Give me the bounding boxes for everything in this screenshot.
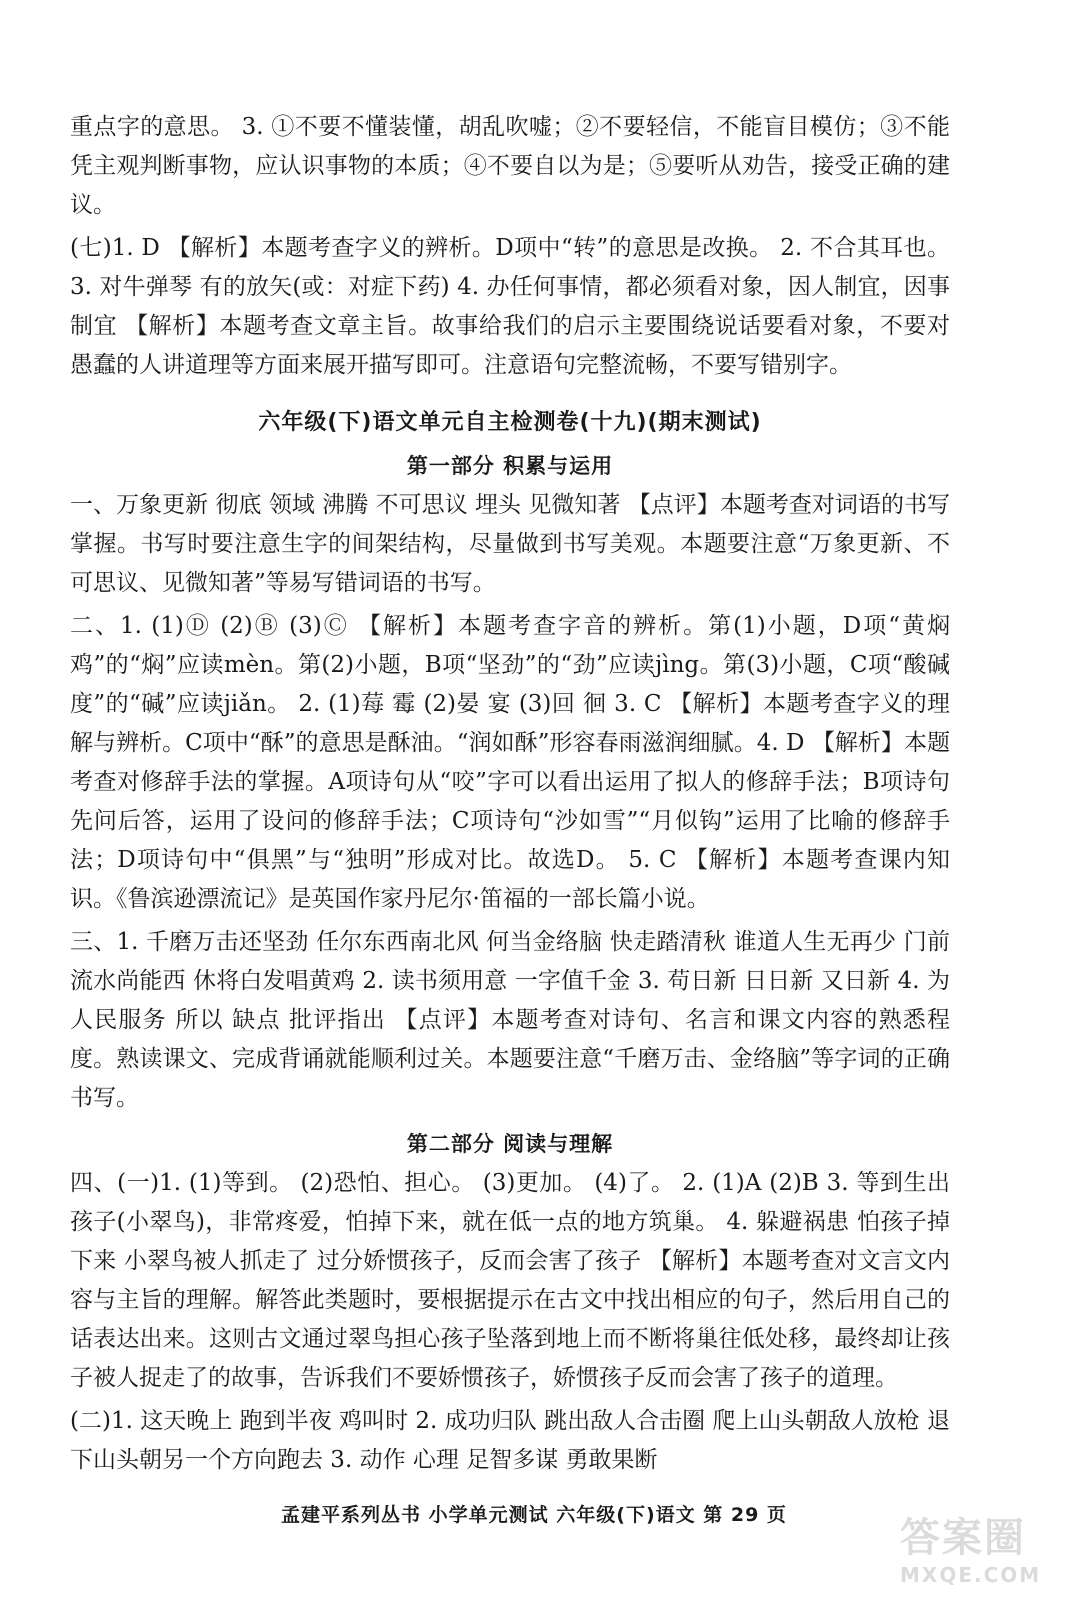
page-footer: 孟建平系列丛书 小学单元测试 六年级(下)语文 第 29 页 <box>281 1504 787 1526</box>
answer-paragraph-7: (七)1. D 【解析】本题考查字义的辨析。D项中“转”的意思是改换。 2. 不合其耳也。 3. 对牛弹琴 有的放矢(或：对症下药) 4. 办任何事情，都必须看对象，因人制宜，因事制宜 【解析】本题考查文章主旨。故事给我们的启示主要围绕说话要看对象，不要对愚蠢的人讲道理等方面来展开描写即可。注意语句完整流畅，不要写错别字。 <box>70 235 950 378</box>
answer-question-4-2: (二)1. 这天晚上 跑到半夜 鸡叫时 2. 成功归队 跳出敌人合击圈 爬上山头朝敌人放枪 退下山头朝另一个方向跑去 3. 动作 心理 足智多谋 勇敢果断 <box>70 1408 950 1473</box>
answer-question-1: 一、万象更新 彻底 领域 沸腾 不可思议 埋头 见微知著 【点评】本题考查对词语的书写掌握。书写时要注意生字的间架结构，尽量做到书写美观。本题要注意“万象更新、不可思议、见微知著”等易写错词语的书写。 <box>70 492 950 596</box>
answer-paragraph-continued: 重点字的意思。 3. ①不要不懂装懂，胡乱吹嘘；②不要轻信，不能盲目模仿；③不能凭主观判断事物，应认识事物的本质；④不要自以为是；⑤要听从劝告，接受正确的建议。 <box>70 114 950 218</box>
answer-question-2: 二、1. (1)Ⓓ (2)Ⓑ (3)Ⓒ 【解析】本题考查字音的辨析。第(1)小题，D项“黄焖鸡”的“焖”应读mèn。第(2)小题，B项“坚劲”的“劲”应读jìng。第(3)小题，C项“酸碱度”的“碱”应读jiǎn。 2. (1)莓 霉 (2)晏 宴 (3)回 徊 3. C 【解析】本题考查字义的理解与辨析。C项中“酥”的意思是酥油。“润如酥”形容春雨滋润细腻。4. D 【解析】本题考查对修辞手法的掌握。A项诗句从“咬”字可以看出运用了拟人的修辞手法；B项诗句先问后答，运用了设问的修辞手法；C项诗句“沙如雪”“月似钩”运用了比喻的修辞手法；D项诗句中“俱黑”与“独明”形成对比。故选D。 5. C 【解析】本题考查课内知识。《鲁滨逊漂流记》是英国作家丹尼尔·笛福的一部长篇小说。 <box>70 613 950 912</box>
answer-question-4: 四、(一)1. (1)等到。 (2)恐怕、担心。 (3)更加。 (4)了。 2. (1)A (2)B 3. 等到生出孩子(小翠鸟)，非常疼爱，怕掉下来，就在低一点的地方筑巢。 4. 躲避祸患 怕孩子掉下来 小翠鸟被人抓走了 过分娇惯孩子，反而会害了孩子 【解析】本题考查对文言文内容与主旨的理解。解答此类题时，要根据提示在古文中找出相应的句子，然后用自己的话表达出来。这则古文通过翠鸟担心孩子坠落到地上而不断将巢往低处移，最终却让孩子被人捉走了的故事，告诉我们不要娇惯孩子，娇惯孩子反而会害了孩子的道理。 <box>70 1170 950 1391</box>
answer-question-3: 三、1. 千磨万击还坚劲 任尔东西南北风 何当金络脑 快走踏清秋 谁道人生无再少 门前流水尚能西 休将白发唱黄鸡 2. 读书须用意 一字值千金 3. 苟日新 日日新 又日新 4. 为人民服务 所以 缺点 批评指出 【点评】本题考查对诗句、名言和课文内容的熟悉程度。熟读课文、完成背诵就能顺利过关。本题要注意“千磨万击、金络脑”等字词的正确书写。 <box>70 929 950 1111</box>
watermark-url: MXQE.COM <box>900 1563 1042 1587</box>
watermark-logo <box>900 1506 1050 1586</box>
section-heading-2: 第二部分 阅读与理解 <box>406 1132 614 1156</box>
test-title: 六年级(下)语文单元自主检测卷(十九)(期末测试) <box>258 410 762 435</box>
watermark-logo-text: 答案圈 <box>900 1515 1026 1561</box>
answer-page <box>70 108 950 1480</box>
section-heading-1: 第一部分 积累与运用 <box>406 454 614 478</box>
